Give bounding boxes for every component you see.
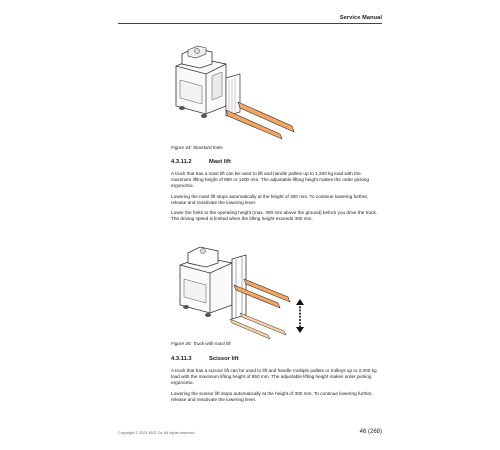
- paragraph: Lowering the scissor lift stops automatically at the height of 300 mm. To continue lowering further, release and reactivate the lowering lever.: [171, 391, 373, 403]
- section-heading-mast-lift: [171, 159, 231, 165]
- header-divider: [118, 23, 382, 24]
- paragraph: A truck that has a mast lift can be used to lift and handle pallets up to 1,200 kg load with the maximum lifting height of 850 or 1200 mm. The adjustable lifting height makes the order picking ergonomic.: [171, 171, 369, 189]
- figure-mast-lift: [172, 243, 312, 343]
- paragraph: A truck that has a scissor lift can be used to lift and handle multiple pallets or trolleys up to 2,000 kg load with the maximum lifting height of 850 mm. The adjustable lifting height makes order picking ergonomic.: [171, 368, 377, 386]
- figure-44-caption: Figure 44: Standard forks: [171, 145, 223, 150]
- section-title: Mast lift: [209, 159, 231, 165]
- footer-copyright: Copyright © 2021 MLE Oy. All rights reserved.: [118, 431, 196, 435]
- footer-page-number: 46 (268): [359, 429, 382, 435]
- section-number: 4.3.11.2: [171, 159, 192, 165]
- figure-45-caption: Figure 45: Truck with mast lift: [171, 341, 231, 346]
- paragraph: Lower the forks to the operating height (max. 300 mm above the ground) before you drive the truck. The driving speed is limited when the lifting height exceeds 300 mm.: [171, 210, 378, 222]
- section-heading-scissor-lift: [171, 356, 239, 362]
- header-title: Service Manual: [339, 15, 382, 21]
- mast-lift-truck-illustration: [172, 243, 312, 343]
- section-number: 4.3.11.3: [171, 356, 192, 362]
- paragraph: Lowering the mast lift stops automatically at the height of 300 mm. To continue lowering further, release and reactivate the lowering lever.: [171, 194, 369, 206]
- section-title: Scissor lift: [209, 356, 239, 362]
- standard-forks-truck-illustration: [168, 40, 308, 140]
- figure-standard-forks: [168, 40, 308, 140]
